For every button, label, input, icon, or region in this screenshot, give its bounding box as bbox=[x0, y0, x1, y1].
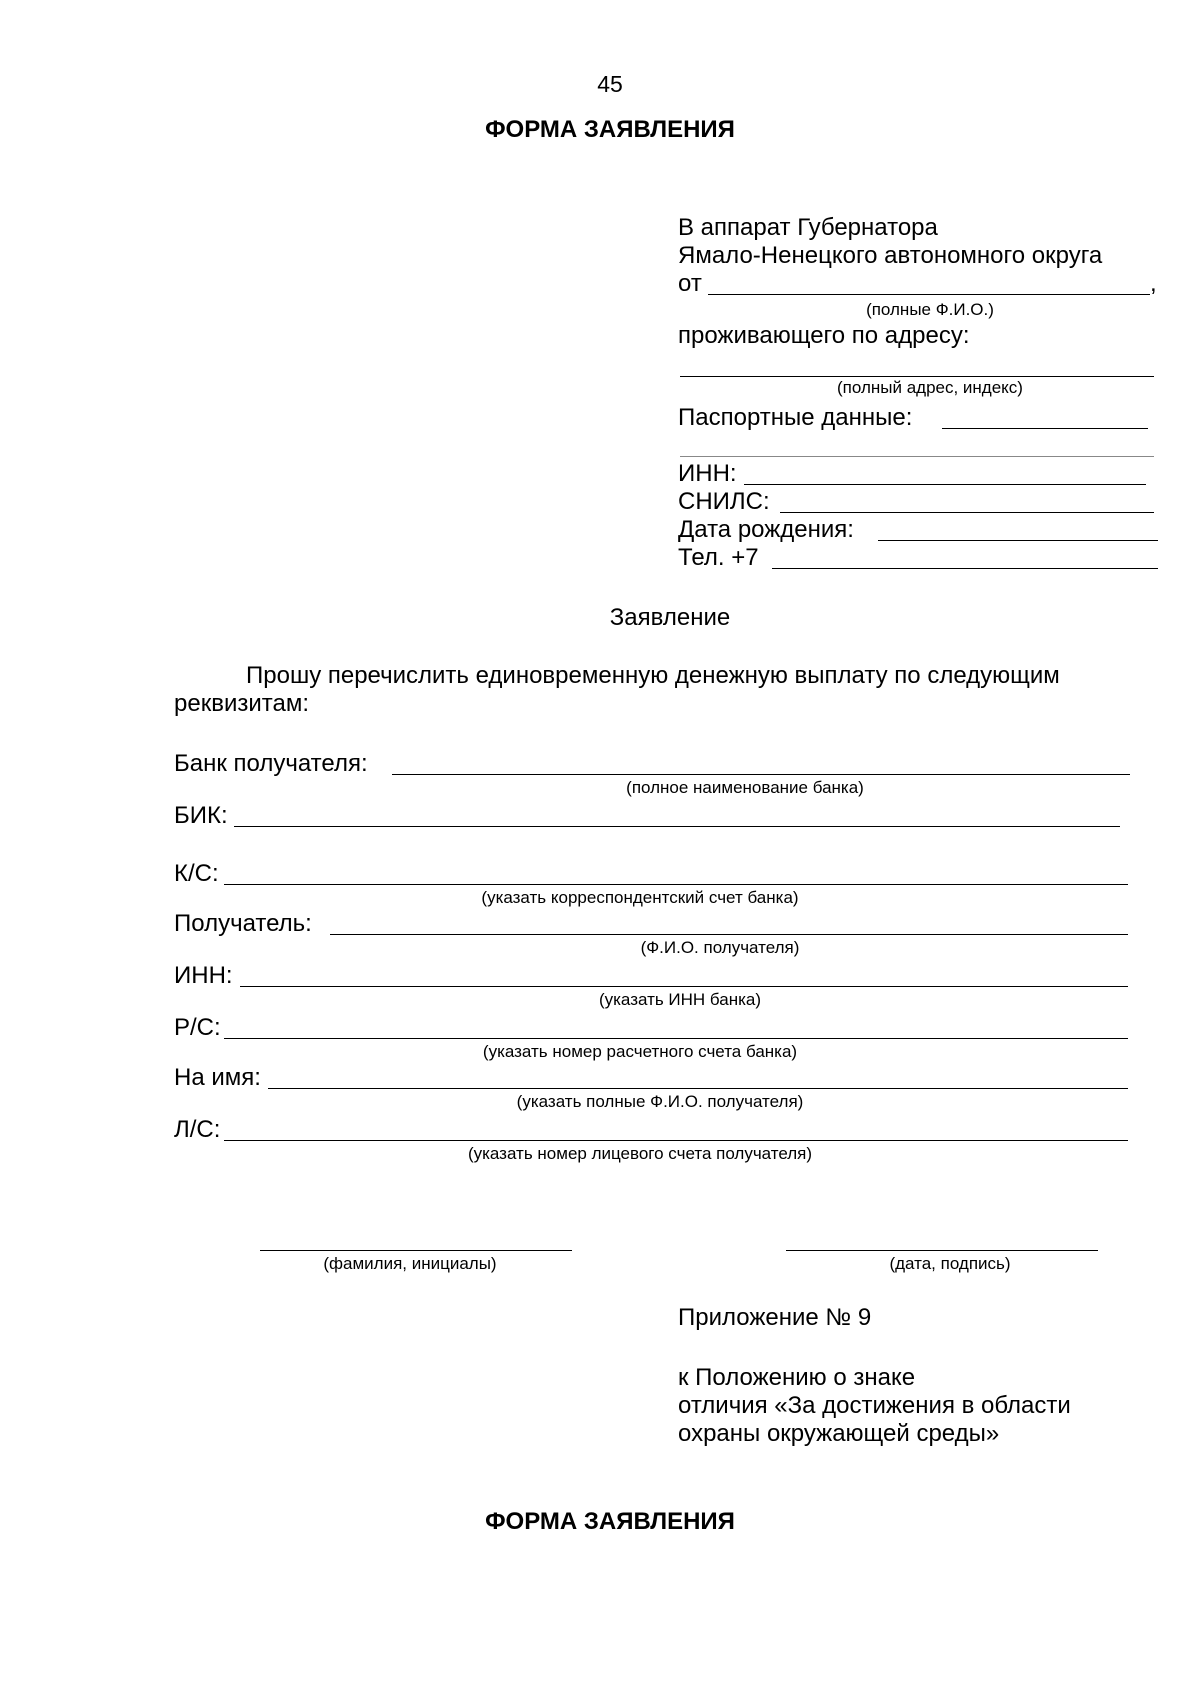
date-signature-caption: (дата, подпись) bbox=[889, 1254, 1011, 1273]
bank-inn-label: ИНН: bbox=[174, 962, 233, 989]
personal-account-field-line[interactable] bbox=[224, 1140, 1128, 1141]
bik-field-line[interactable] bbox=[234, 826, 1120, 827]
statement-heading: Заявление bbox=[609, 604, 731, 631]
recipient-caption: (Ф.И.О. получателя) bbox=[640, 938, 800, 957]
statement-text-line-1: Прошу перечислить единовременную денежную выплату по следующим bbox=[246, 662, 1060, 689]
in-name-caption: (указать полные Ф.И.О. получателя) bbox=[516, 1092, 804, 1111]
name-signature-caption: (фамилия, инициалы) bbox=[323, 1254, 497, 1273]
snils-field-line[interactable] bbox=[780, 512, 1154, 513]
passport-field-line[interactable] bbox=[942, 428, 1148, 429]
personal-account-caption: (указать номер лицевого счета получателя) bbox=[467, 1144, 813, 1163]
page-number: 45 bbox=[597, 71, 623, 97]
birth-date-field-line[interactable] bbox=[878, 540, 1158, 541]
inn-field-line[interactable] bbox=[744, 484, 1146, 485]
from-field-line[interactable] bbox=[708, 294, 1150, 295]
bank-inn-field-line[interactable] bbox=[240, 986, 1128, 987]
appendix-line-3: охраны окружающей среды» bbox=[678, 1420, 1000, 1447]
addressee-line-2: Ямало-Ненецкого автономного округа bbox=[678, 242, 1103, 269]
in-name-field-line[interactable] bbox=[268, 1088, 1128, 1089]
correspondent-account-label: К/С: bbox=[174, 860, 219, 887]
bank-name-caption: (полное наименование банка) bbox=[626, 778, 864, 797]
bank-name-label: Банк получателя: bbox=[174, 750, 368, 777]
recipient-label: Получатель: bbox=[174, 910, 312, 937]
appendix-line-2: отличия «За достижения в области bbox=[678, 1392, 1071, 1419]
snils-label: СНИЛС: bbox=[678, 488, 770, 515]
addressee-line-1: В аппарат Губернатора bbox=[678, 214, 938, 241]
passport-label: Паспортные данные: bbox=[678, 404, 913, 431]
address-caption: (полный адрес, индекс) bbox=[837, 378, 1023, 397]
from-caption: (полные Ф.И.О.) bbox=[866, 300, 994, 319]
birth-date-label: Дата рождения: bbox=[678, 516, 854, 543]
bank-name-field-line[interactable] bbox=[392, 774, 1130, 775]
name-signature-line[interactable] bbox=[260, 1250, 572, 1251]
address-label: проживающего по адресу: bbox=[678, 322, 970, 349]
address-field-line[interactable] bbox=[680, 376, 1154, 377]
correspondent-account-field-line[interactable] bbox=[224, 884, 1128, 885]
settlement-account-field-line[interactable] bbox=[224, 1038, 1128, 1039]
personal-account-label: Л/С: bbox=[174, 1116, 221, 1143]
settlement-account-label: Р/С: bbox=[174, 1014, 221, 1041]
bik-label: БИК: bbox=[174, 802, 228, 829]
from-comma: , bbox=[1150, 270, 1157, 297]
phone-field-line[interactable] bbox=[772, 568, 1158, 569]
in-name-label: На имя: bbox=[174, 1064, 261, 1091]
passport-field-line-2[interactable] bbox=[680, 456, 1154, 457]
phone-label: Тел. +7 bbox=[678, 544, 759, 571]
date-signature-line[interactable] bbox=[786, 1250, 1098, 1251]
recipient-field-line[interactable] bbox=[330, 934, 1128, 935]
form-title-2: ФОРМА ЗАЯВЛЕНИЯ bbox=[485, 1508, 735, 1535]
inn-label: ИНН: bbox=[678, 460, 737, 487]
bank-inn-caption: (указать ИНН банка) bbox=[598, 990, 762, 1009]
settlement-account-caption: (указать номер расчетного счета банка) bbox=[482, 1042, 798, 1061]
correspondent-account-caption: (указать корреспондентский счет банка) bbox=[481, 888, 799, 907]
form-title: ФОРМА ЗАЯВЛЕНИЯ bbox=[485, 116, 735, 143]
from-label: от bbox=[678, 270, 702, 297]
appendix-line-1: к Положению о знаке bbox=[678, 1364, 916, 1391]
appendix-title: Приложение № 9 bbox=[678, 1304, 872, 1331]
statement-text-line-2: реквизитам: bbox=[174, 690, 309, 717]
